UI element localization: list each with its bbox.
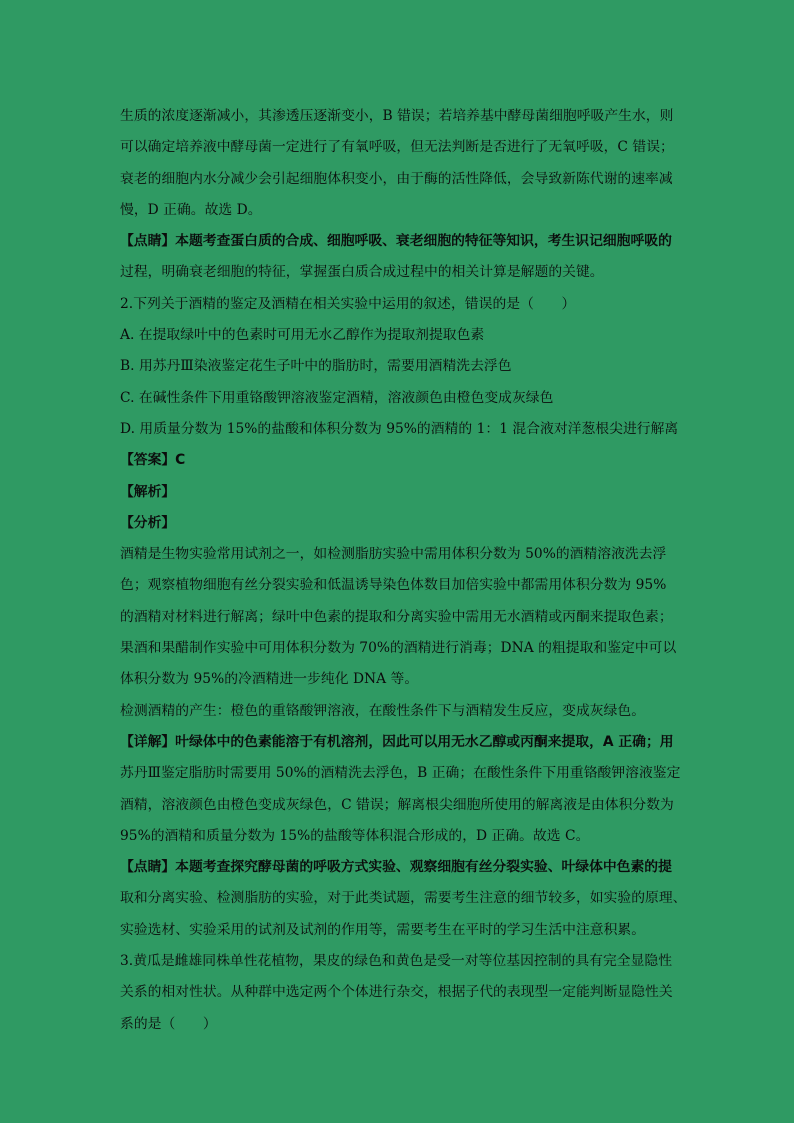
paragraph-line: 色；观察植物细胞有丝分裂实验和低温诱导染色体数目加倍实验中都需用体积分数为 95% <box>120 577 667 594</box>
paragraph-line: 检测酒精的产生：橙色的重铬酸钾溶液，在酸性条件下与酒精发生反应，变成灰绿色。 <box>120 702 646 719</box>
commentary-heading-line: 【点睛】本题考查探究酵母菌的呼吸方式实验、观察细胞有丝分裂实验、叶绿体中色素的提 <box>120 859 672 876</box>
paragraph-line: 酒精，溶液颜色由橙色变成灰绿色，C 错误；解离根尖细胞所使用的解离液是由体积分数为 <box>120 796 674 813</box>
paragraph-line: 95%的酒精和质量分数为 15%的盐酸等体积混合形成的，D 正确。故选 C。 <box>120 827 590 844</box>
option-a: A. 在提取绿叶中的色素时可用无水乙醇作为提取剂提取色素 <box>120 327 485 344</box>
commentary-heading-line: 【点睛】本题考查蛋白质的合成、细胞呼吸、衰老细胞的特征等知识，考生识记细胞呼吸的 <box>120 233 672 250</box>
detail-heading-line: 【详解】叶绿体中的色素能溶于有机溶剂，因此可以用无水乙醇或丙酮来提取，A 正确；用 <box>120 733 674 750</box>
analysis-subheading: 【分析】 <box>120 514 176 531</box>
question-stem: 2.下列关于酒精的鉴定及酒精在相关实验中运用的叙述，错误的是（ ） <box>120 295 576 312</box>
paragraph-line: 苏丹Ⅲ鉴定脂肪时需要用 50%的酒精洗去浮色，B 正确；在酸性条件下用重铬酸钾溶液鉴定 <box>120 765 681 782</box>
paragraph-line: 过程，明确衰老细胞的特征，掌握蛋白质合成过程中的相关计算是解题的关键。 <box>120 264 604 281</box>
option-b: B. 用苏丹Ⅲ染液鉴定花生子叶中的脂肪时，需要用酒精洗去浮色 <box>120 358 512 375</box>
option-c: C. 在碱性条件下用重铬酸钾溶液鉴定酒精，溶液颜色由橙色变成灰绿色 <box>120 389 554 406</box>
paragraph-line: 取和分离实验、检测脂肪的实验，对于此类试题，需要考生注意的细节较多，如实验的原理、 <box>120 890 687 907</box>
analysis-label: 【解析】 <box>120 483 176 500</box>
paragraph-line: 体积分数为 95%的冷酒精进一步纯化 DNA 等。 <box>120 671 419 688</box>
question-stem: 系的是（ ） <box>120 1015 217 1032</box>
paragraph-line: 慢，D 正确。故选 D。 <box>120 201 262 218</box>
paragraph-line: 生质的浓度逐渐减小，其渗透压逐渐变小，B 错误；若培养基中酵母菌细胞呼吸产生水，则 <box>120 108 674 124</box>
paragraph-line: 酒精是生物实验常用试剂之一，如检测脂肪实验中需用体积分数为 50%的酒精溶液洗去浮 <box>120 546 667 563</box>
paragraph-line: 可以确定培养液中酵母菌一定进行了有氧呼吸，但无法判断是否进行了无氧呼吸，C 错误； <box>120 139 674 156</box>
question-stem: 3.黄瓜是雌雄同株单性花植物，果皮的绿色和黄色是受一对等位基因控制的具有完全显隐性 <box>120 953 673 970</box>
option-d: D. 用质量分数为 15%的盐酸和体积分数为 95%的酒精的 1：1 混合液对洋葱根尖进行解离 <box>120 420 679 437</box>
paragraph-line: 的酒精对材料进行解离；绿叶中色素的提取和分离实验中需用无水酒精或丙酮来提取色素； <box>120 608 673 625</box>
question-stem: 关系的相对性状。从种群中选定两个个体进行杂交，根据子代的表现型一定能判断显隐性关 <box>120 984 673 1001</box>
paragraph-line: 实验选材、实验采用的试剂及试剂的作用等，需要考生在平时的学习生活中注意积累。 <box>120 921 646 938</box>
paragraph-line: 果酒和果醋制作实验中可用体积分数为 70%的酒精进行消毒；DNA 的粗提取和鉴定中可以 <box>120 640 677 657</box>
answer-label: 【答案】C <box>120 452 186 469</box>
paragraph-line: 衰老的细胞内水分减少会引起细胞体积变小，由于酶的活性降低，会导致新陈代谢的速率减 <box>120 170 673 187</box>
